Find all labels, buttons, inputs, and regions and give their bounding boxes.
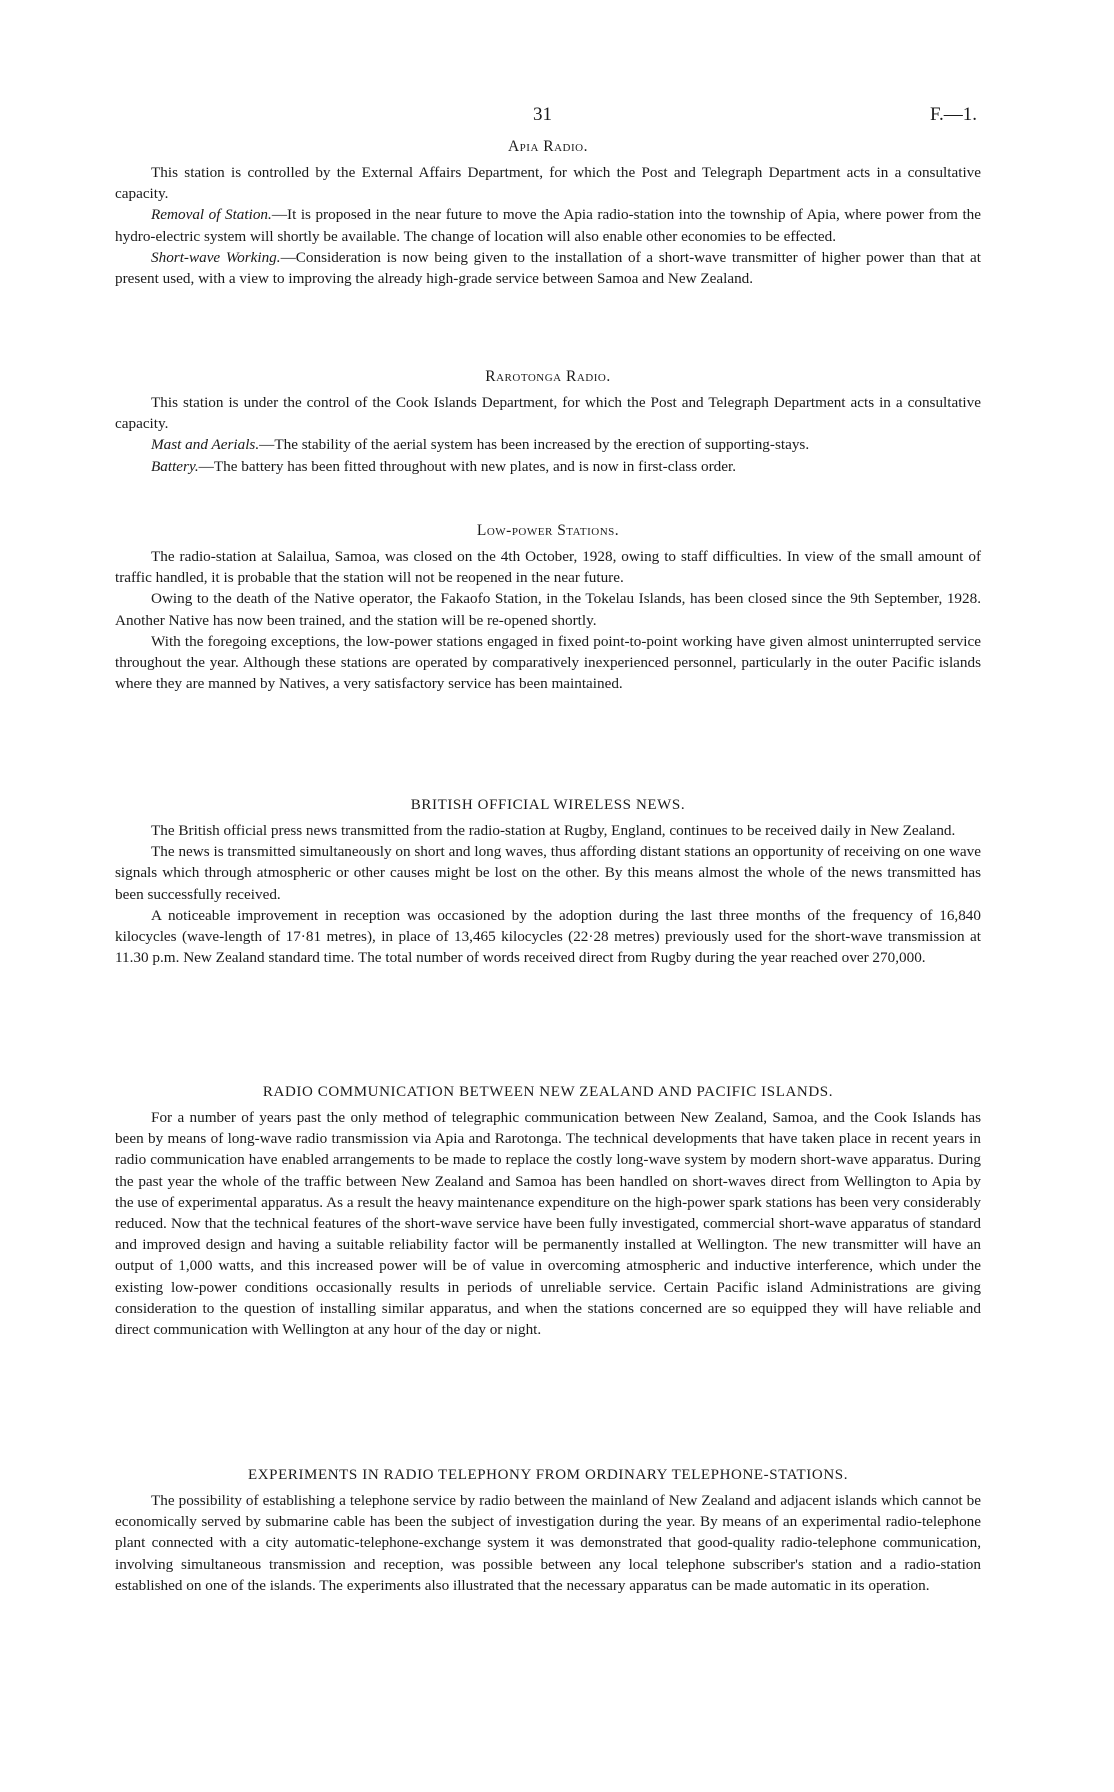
paragraph-text: —It is proposed in the near future to move the Apia radio-station into the township of Apia, where power from the hydro-electric system will shortly be available. The change of location will also enable other economies to be effected.: [115, 206, 981, 245]
paragraph-heading: Battery.: [151, 457, 199, 475]
paragraph: With the foregoing exceptions, the low-power stations engaged in fixed point-to-point working have given almost uninterrupted service throughout the year. Although these stations are operated by comparatively inexperienced personnel, particularly in the outer Pacific islands where they are manned by Natives, a very satisfactory service has been maintained.: [115, 632, 981, 693]
paragraph: The radio-station at Salailua, Samoa, was closed on the 4th October, 1928, owing to staff difficulties. In view of the small amount of traffic handled, it is probable that the station will not be reopened in the near future.: [115, 548, 981, 587]
paragraph: This station is controlled by the External Affairs Department, for which the Post and Telegraph Department acts in a consultative capacity.: [115, 164, 981, 203]
paragraph-heading: Mast and Aerials.: [151, 436, 260, 454]
paragraph: For a number of years past the only method of telegraphic communication between New Zealand, Samoa, and the Cook Islands has been by means of long-wave radio transmission via Apia and Rarotonga. The technical developments that have taken place in recent years in radio communication have enabled arrangements to be made to replace the costly long-wave system by modern short-wave apparatus. During the past year the whole of the traffic between New Zealand and Samoa has been handled on short-waves direct from Wellington to Apia by the use of experimental apparatus. As a result the heavy maintenance expenditure on the high-power spark stations has been very considerably reduced. Now that the technical features of the short-wave service have been fully investigated, commercial short-wave apparatus of standard and improved design and having a suitable reliability factor will be permanently installed at Wellington. The new transmitter will have an output of 1,000 watts, and this increased power will be of value in overcoming atmospheric and inductive interference, which under the existing low-power conditions occasionally results in periods of unreliable service. Certain Pacific island Administrations are giving consideration to the question of installing similar apparatus, and when the stations concerned are so equipped they will have reliable and direct communication with Wellington at any hour of the day or night.: [115, 1109, 981, 1339]
paragraph-heading: Short-wave Working.: [151, 248, 281, 266]
paragraph: [115, 247, 981, 289]
paragraph: [115, 434, 981, 455]
paragraph-text: —The stability of the aerial system has been increased by the erection of supporting-stays.: [259, 436, 810, 454]
paragraph: [115, 204, 981, 246]
paragraph: [115, 456, 981, 477]
paragraph-text: —Consideration is now being given to the installation of a short-wave transmitter of higher power than that at present used, with a view to improving the already high-grade service between Samoa and New Zealand.: [115, 248, 981, 288]
section-title: RADIO COMMUNICATION BETWEEN NEW ZEALAND AND PACIFIC ISLANDS.: [262, 1084, 834, 1100]
paragraph: Owing to the death of the Native operator, the Fakaofo Station, in the Tokelau Islands, has been closed since the 9th September, 1928. Another Native has now been trained, and the station will be re-opened shortly.: [115, 590, 981, 629]
section-title: Low-power Stations.: [476, 522, 620, 539]
section-title: Apia Radio.: [507, 138, 588, 155]
paragraph: The possibility of establishing a telephone service by radio between the mainland of New Zealand and adjacent islands which cannot be economically served by submarine cable has been the subject of investigation during the year. By means of an experimental radio-telephone plant connected with a city automatic-telephone-exchange system it was demonstrated that good-quality radio-telephone communication, involving simultaneous transmission and reception, was possible between any local telephone subscriber's station and a radio-station established on one of the islands. The experiments also illustrated that the necessary apparatus can be made automatic in its operation.: [115, 1492, 981, 1594]
paragraph: The news is transmitted simultaneously on short and long waves, thus affording distant stations an opportunity of receiving on one wave signals which through atmospheric or other causes might be lost on the other. By this means almost the whole of the news transmitted has been successfully received.: [115, 843, 981, 903]
section-radio-communication-pacific: [115, 1084, 981, 1340]
section-apia-radio: [115, 138, 981, 289]
section-radio-telephony-experiments: [115, 1467, 981, 1596]
paragraph-text: —The battery has been fitted throughout with new plates, and is now in first-class order.: [198, 457, 737, 475]
paragraph: This station is under the control of the Cook Islands Department, for which the Post and Telegraph Department acts in a consultative capacity.: [115, 394, 981, 433]
paragraph-heading: Removal of Station.: [151, 206, 272, 224]
section-title: Rarotonga Radio.: [485, 368, 611, 385]
document-reference: F.—1.: [930, 104, 978, 125]
section-title: EXPERIMENTS IN RADIO TELEPHONY FROM ORDINARY TELEPHONE-STATIONS.: [247, 1467, 849, 1483]
section-british-official-wireless-news: [115, 797, 981, 968]
section-low-power-stations: [115, 522, 981, 694]
paragraph: The British official press news transmitted from the radio-station at Rugby, England, continues to be received daily in New Zealand.: [151, 822, 956, 839]
section-title: BRITISH OFFICIAL WIRELESS NEWS.: [410, 797, 686, 813]
section-rarotonga-radio: [115, 368, 981, 477]
paragraph: A noticeable improvement in reception was occasioned by the adoption during the last three months of the frequency of 16,840 kilocycles (wave-length of 17·81 metres), in place of 13,465 kilocycles (22·28 metres) previously used for the short-wave transmission at 11.30 p.m. New Zealand standard time. The total number of words received direct from Rugby during the year reached over 270,000.: [115, 906, 981, 967]
page-number: 31: [533, 104, 552, 125]
